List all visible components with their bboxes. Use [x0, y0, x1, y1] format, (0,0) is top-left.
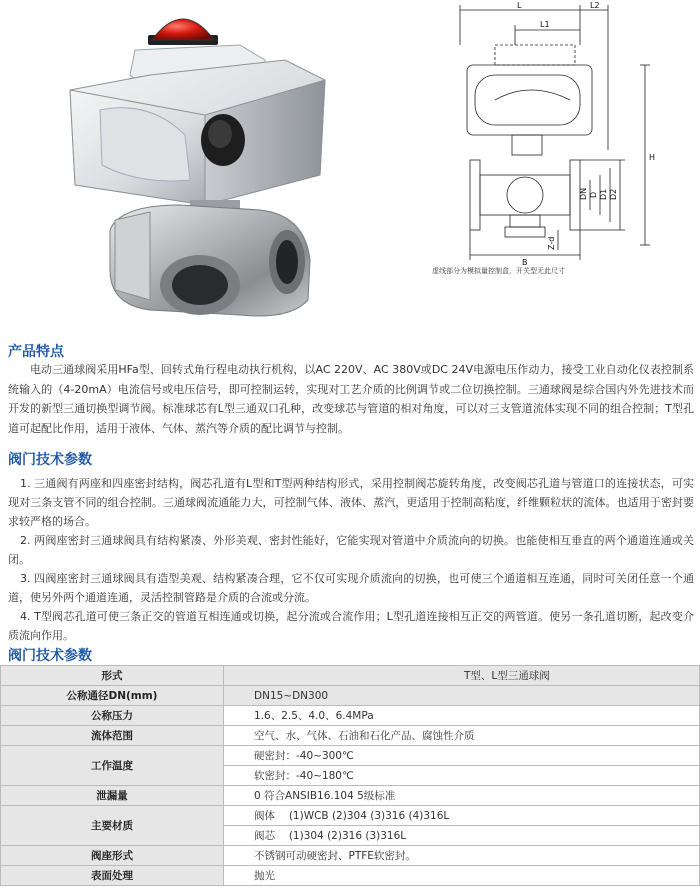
param-key: 公称压力: [1, 706, 224, 726]
table-row: [1, 666, 700, 686]
param-key: 形式: [1, 666, 224, 686]
param-value: 空气、水、气体、石油和石化产品、腐蚀性介质: [224, 726, 700, 746]
param-value: 软密封：-40~180℃: [224, 766, 700, 786]
param-key: 泄漏量: [1, 786, 224, 806]
dimension-drawing: [420, 0, 700, 290]
param-value: 不锈钢可动硬密封、PTFE软密封。: [224, 846, 700, 866]
table-row: [1, 786, 700, 806]
tech-item: 1. 三通阀有两座和四座密封结构，阀芯孔道有L型和T型两种结构形式，采用控制阀芯旋转角度，改变阀芯孔道与管道口的连接状态，可实现对三条支管不同的组合控制。三通球阀流通能力大，可控制气体、液体、蒸汽，更适用于控制高粘度，纤维颗粒状的流体。也适用于密封要求较严格的场合。: [8, 477, 694, 528]
table-row: [1, 806, 700, 826]
param-value: 阀体 (1)WCB (2)304 (3)316 (4)316L: [224, 806, 700, 826]
param-value: 阀芯 (1)304 (2)316 (3)316L: [224, 826, 700, 846]
param-value: 0 符合ANSIB16.104 5级标准: [224, 786, 700, 806]
param-value: 抛光: [224, 866, 700, 886]
params-title: 阀门技术参数: [8, 648, 92, 664]
svg-text:L: L: [517, 1, 522, 10]
tech-list: [8, 474, 694, 645]
table-row: [1, 686, 700, 706]
param-key: 阀座形式: [1, 846, 224, 866]
svg-text:D2: D2: [609, 188, 618, 200]
params-table: [0, 665, 700, 886]
features-text: 电动三通球阀采用HFa型、回转式角行程电动执行机构，以AC 220V、AC 380V或DC 24V电源电压作动力，接受工业自动化仪表控制系统输入的（4-20mA）电流信号或电压信号，即可控制运转，实现对工艺介质的比例调节或二位切换控制。三通球阀是综合国内外先进技术而开发的新型三通切换型调节阀。标准球芯有L型三通双口孔种，改变球芯与管道的相对角度，可以对三支管道流体实现不同的组合控制；T型孔道可起配比作用，适用于液体、气体、蒸汽等介质的配比调节与控制。: [8, 363, 694, 435]
table-row: [1, 746, 700, 766]
table-row: [1, 866, 700, 886]
param-value: DN15~DN300: [224, 686, 700, 706]
param-value: 1.6、2.5、4.0、6.4MPa: [224, 706, 700, 726]
drawing-caption: 虚线部分为模拟量控制盒，开关型无此尺寸: [432, 267, 565, 275]
param-key: 公称通径DN(mm): [1, 686, 224, 706]
param-key: 表面处理: [1, 866, 224, 886]
param-key: 流体范围: [1, 726, 224, 746]
svg-text:D: D: [589, 191, 598, 198]
tech-item: 2. 两阀座密封三通球阀具有结构紧凑、外形美观、密封性能好，它能实现对管道中介质流向的切换。也能使相互垂直的两个通道连通或关闭。: [8, 534, 694, 566]
product-figure-area: [0, 0, 700, 335]
param-value: T型、L型三通球阀: [224, 666, 700, 686]
tech-title: 阀门技术参数: [8, 452, 92, 468]
svg-text:DN: DN: [579, 187, 588, 200]
param-value: 硬密封：-40~300℃: [224, 746, 700, 766]
svg-text:B: B: [522, 258, 528, 267]
svg-text:Z-d: Z-d: [547, 236, 556, 250]
table-row: [1, 706, 700, 726]
svg-text:D1: D1: [599, 188, 608, 200]
tech-item: 3. 四阀座密封三通球阀具有造型美观、结构紧凑合理，它不仅可实现介质流向的切换，也可使三个通道相互连通，同时可关闭任意一个通道，使另外两个通道连通，灵活控制管路是介质的合流或分流。: [8, 572, 694, 604]
table-row: [1, 726, 700, 746]
param-key: 主要材质: [1, 806, 224, 846]
valve-photo: [40, 0, 350, 330]
param-key: 工作温度: [1, 746, 224, 786]
features-title: 产品特点: [8, 344, 64, 360]
tech-item: 4. T型阀芯孔道可使三条正交的管道互相连通或切换，起分流或合流作用；L型孔道连接相互正交的两管道。使另一条孔道切断，起改变介质流向作用。: [8, 610, 694, 642]
svg-text:L1: L1: [540, 20, 550, 29]
table-row: [1, 846, 700, 866]
svg-text:L2: L2: [590, 1, 600, 10]
svg-text:H: H: [649, 153, 656, 162]
